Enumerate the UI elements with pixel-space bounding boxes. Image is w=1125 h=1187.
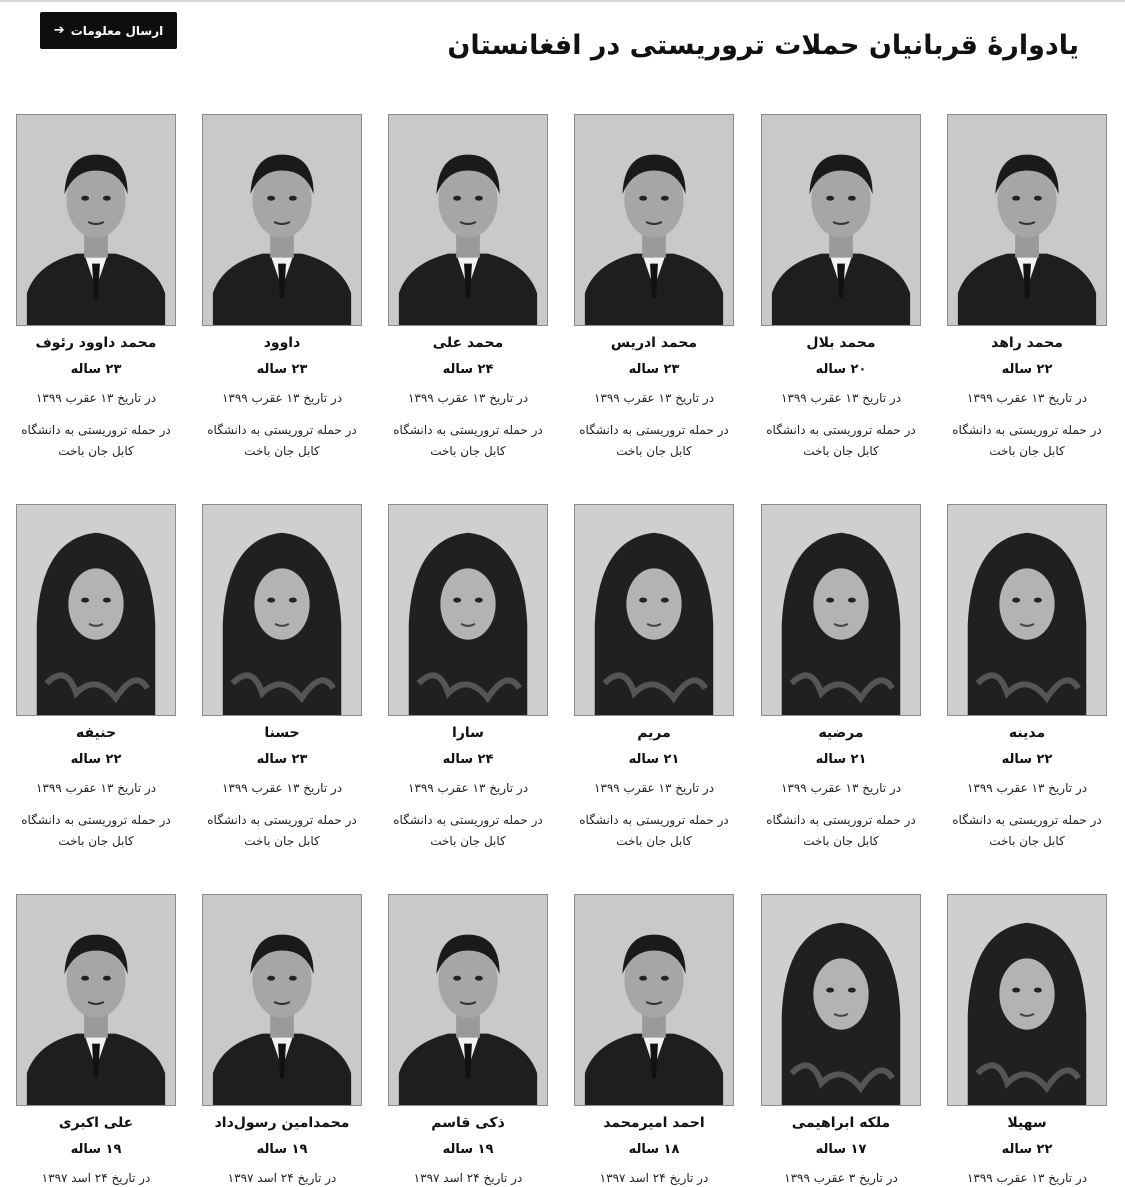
victim-name: محمدامین رسول‌داد [214, 1115, 350, 1131]
victim-date: در تاریخ ۲۴ اسد ۱۳۹۷ [227, 1171, 337, 1185]
victim-description: در حمله تروریستی به دانشگاه کابل جان باخت [21, 813, 171, 848]
victim-card [574, 894, 734, 1186]
victim-age: ۲۱ ساله [815, 752, 867, 767]
victim-name: محمد راهد [991, 335, 1063, 351]
victim-photo [202, 114, 362, 326]
victim-photo [574, 504, 734, 716]
victim-photo [202, 894, 362, 1106]
victim-description: در حمله تروریستی به دانشگاه کابل جان باخت [21, 423, 171, 458]
victim-description: در حمله تروریستی به دانشگاه کابل جان باخت [952, 423, 1102, 458]
victim-card [574, 114, 734, 462]
send-info-label: ارسال معلومات [70, 23, 164, 38]
victim-name: ملکه ابراهیمی [791, 1115, 891, 1131]
victim-card [16, 894, 176, 1186]
victim-photo [761, 114, 921, 326]
victim-card [202, 504, 362, 852]
victim-age: ۲۴ ساله [442, 362, 494, 377]
victim-card [16, 504, 176, 852]
victim-description: در حمله تروریستی به دانشگاه کابل جان باخت [766, 423, 916, 458]
victim-name: مدینه [1008, 725, 1046, 741]
victim-photo [761, 894, 921, 1106]
arrow-left-icon: ➔ [53, 23, 65, 38]
victim-name: مرضیه [818, 725, 864, 741]
victim-card [947, 114, 1107, 462]
victim-description: در حمله تروریستی به دانشگاه کابل جان باخت [766, 813, 916, 848]
victim-card [761, 504, 921, 852]
victim-photo [947, 114, 1107, 326]
victim-card [947, 894, 1107, 1186]
victim-name: محمد ادریس [610, 335, 698, 351]
victim-name: ذکی قاسم [431, 1115, 505, 1131]
victim-name: علی اکبری [58, 1115, 134, 1131]
victim-photo [16, 894, 176, 1106]
victim-description: در حمله تروریستی به دانشگاه کابل جان باخت [393, 813, 543, 848]
victim-name: سارا [452, 725, 484, 741]
victim-date: در تاریخ ۳ عقرب ۱۳۹۹ [784, 1171, 898, 1185]
victim-card [761, 114, 921, 462]
victim-age: ۱۹ ساله [70, 1142, 122, 1157]
victim-age: ۱۹ ساله [442, 1142, 494, 1157]
victim-description: در حمله تروریستی به دانشگاه کابل جان باخت [579, 423, 729, 458]
victim-age: ۱۷ ساله [815, 1142, 867, 1157]
victim-card [202, 114, 362, 462]
victim-age: ۱۹ ساله [256, 1142, 308, 1157]
victim-date: در تاریخ ۱۳ عقرب ۱۳۹۹ [966, 391, 1088, 405]
victim-photo [202, 504, 362, 716]
victim-date: در تاریخ ۱۳ عقرب ۱۳۹۹ [966, 781, 1088, 795]
victim-date: در تاریخ ۱۳ عقرب ۱۳۹۹ [966, 1171, 1088, 1185]
victim-date: در تاریخ ۱۳ عقرب ۱۳۹۹ [780, 391, 902, 405]
victim-date: در تاریخ ۱۳ عقرب ۱۳۹۹ [35, 391, 157, 405]
victim-age: ۲۲ ساله [1001, 362, 1053, 377]
victim-date: در تاریخ ۱۳ عقرب ۱۳۹۹ [221, 781, 343, 795]
victim-photo [388, 894, 548, 1106]
victim-card [202, 894, 362, 1186]
victim-description: در حمله تروریستی به دانشگاه کابل جان باخت [207, 423, 357, 458]
victim-description: در حمله تروریستی به دانشگاه کابل جان باخت [579, 813, 729, 848]
victim-date: در تاریخ ۱۳ عقرب ۱۳۹۹ [221, 391, 343, 405]
victim-photo [388, 504, 548, 716]
victim-age: ۲۳ ساله [256, 752, 308, 767]
victim-name: حنیفه [75, 725, 117, 741]
victim-age: ۲۲ ساله [70, 752, 122, 767]
victim-photo [574, 114, 734, 326]
victim-date: در تاریخ ۲۴ اسد ۱۳۹۷ [413, 1171, 523, 1185]
victim-date: در تاریخ ۱۳ عقرب ۱۳۹۹ [407, 781, 529, 795]
victim-name: سهیلا [1007, 1115, 1047, 1131]
victim-photo [761, 504, 921, 716]
victim-age: ۲۳ ساله [628, 362, 680, 377]
victim-card [16, 114, 176, 462]
victim-name: مریم [637, 725, 671, 741]
victim-date: در تاریخ ۱۳ عقرب ۱۳۹۹ [407, 391, 529, 405]
victim-card [574, 504, 734, 852]
victim-date: در تاریخ ۱۳ عقرب ۱۳۹۹ [780, 781, 902, 795]
victim-name: محمد بلال [806, 335, 876, 351]
victim-age: ۲۲ ساله [1001, 1142, 1053, 1157]
victim-photo [388, 114, 548, 326]
victim-photo [947, 504, 1107, 716]
victim-card [761, 894, 921, 1186]
page-title: یادوارهٔ قربانیان حملات تروریستی در افغانستان [447, 30, 1079, 61]
victim-date: در تاریخ ۲۴ اسد ۱۳۹۷ [599, 1171, 709, 1185]
victim-age: ۲۳ ساله [70, 362, 122, 377]
victim-photo [16, 504, 176, 716]
victim-description: در حمله تروریستی به دانشگاه کابل جان باخت [952, 813, 1102, 848]
victim-age: ۲۰ ساله [815, 362, 867, 377]
victim-name: حسنا [264, 725, 300, 741]
victim-photo [574, 894, 734, 1106]
victim-age: ۱۸ ساله [628, 1142, 680, 1157]
victim-name: احمد امیرمحمد [603, 1115, 705, 1131]
victim-card [388, 504, 548, 852]
victim-description: در حمله تروریستی به دانشگاه کابل جان باخت [207, 813, 357, 848]
victim-age: ۲۴ ساله [442, 752, 494, 767]
victim-name: محمد علی [432, 335, 504, 351]
victim-age: ۲۲ ساله [1001, 752, 1053, 767]
victim-photo [947, 894, 1107, 1106]
victim-name: داوود [263, 335, 301, 351]
victim-card [947, 504, 1107, 852]
victim-age: ۲۳ ساله [256, 362, 308, 377]
victim-photo [16, 114, 176, 326]
victim-date: در تاریخ ۲۴ اسد ۱۳۹۷ [41, 1171, 151, 1185]
victim-age: ۲۱ ساله [628, 752, 680, 767]
victim-card [388, 114, 548, 462]
victim-date: در تاریخ ۱۳ عقرب ۱۳۹۹ [593, 781, 715, 795]
victim-description: در حمله تروریستی به دانشگاه کابل جان باخت [393, 423, 543, 458]
victim-card [388, 894, 548, 1186]
victim-name: محمد داوود رئوف [35, 335, 157, 351]
victim-date: در تاریخ ۱۳ عقرب ۱۳۹۹ [35, 781, 157, 795]
victim-date: در تاریخ ۱۳ عقرب ۱۳۹۹ [593, 391, 715, 405]
